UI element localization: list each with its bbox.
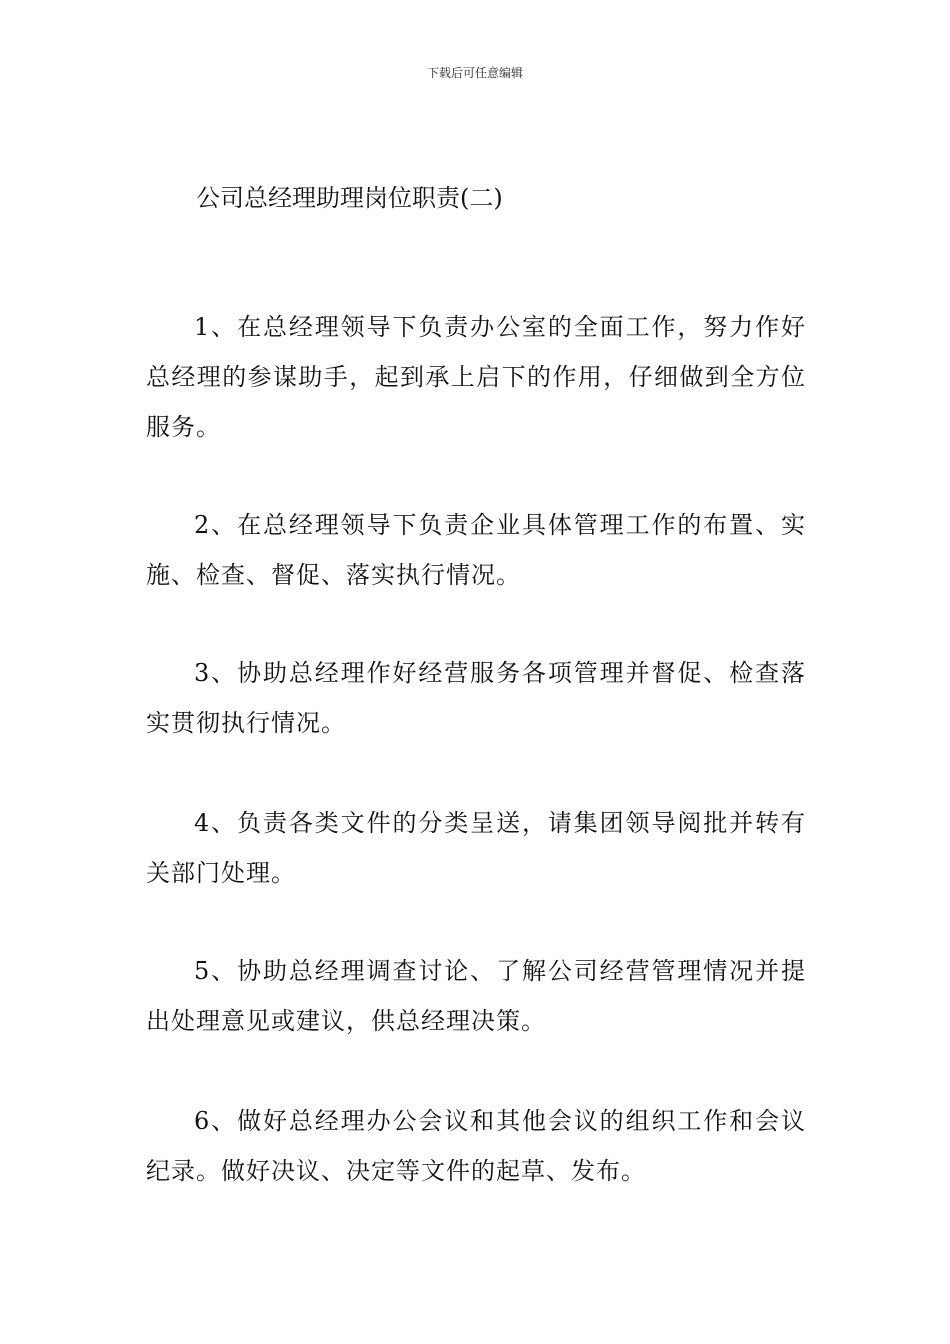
paragraph-6: 6、做好总经理办公会议和其他会议的组织工作和会议纪录。做好决议、决定等文件的起草、发布。 xyxy=(146,1107,806,1185)
paragraph-4: 4、负责各类文件的分类呈送，请集团领导阅批并转有关部门处理。 xyxy=(146,809,806,887)
header-note: 下载后可任意编辑 xyxy=(426,66,523,80)
paragraph-3: 3、协助总经理作好经营服务各项管理并督促、检查落实贯彻执行情况。 xyxy=(146,659,806,737)
paragraph-5: 5、协助总经理调查讨论、了解公司经营管理情况并提出处理意见或建议，供总经理决策。 xyxy=(146,957,806,1035)
paragraph-2: 2、在总经理领导下负责企业具体管理工作的布置、实施、检查、督促、落实执行情况。 xyxy=(146,511,806,589)
document-title: 公司总经理助理岗位职责(二) xyxy=(196,184,503,212)
paragraph-1: 1、在总经理领导下负责办公室的全面工作，努力作好总经理的参谋助手，起到承上启下的作用，仔细做到全方位服务。 xyxy=(146,313,806,441)
